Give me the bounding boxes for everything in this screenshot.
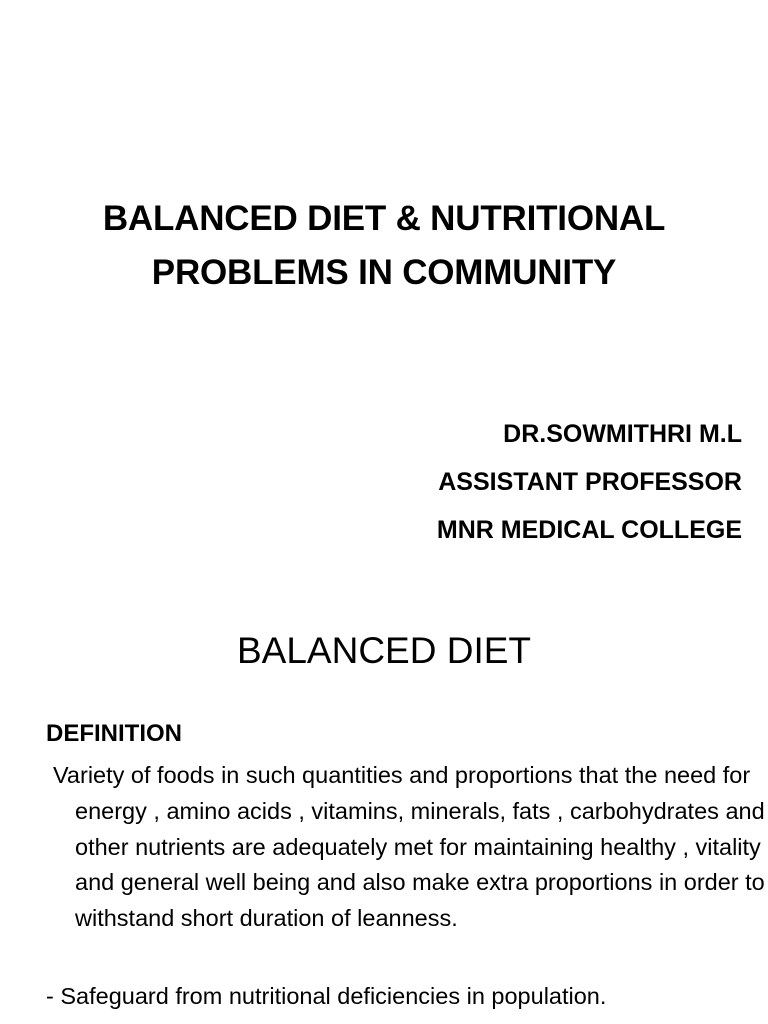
title-line-2: PROBLEMS IN COMMUNITY <box>151 253 617 292</box>
author-block <box>437 410 742 554</box>
presentation-title <box>20 192 748 300</box>
title-line-1: BALANCED DIET & NUTRITIONAL <box>102 199 666 238</box>
content-slide <box>0 576 768 1024</box>
author-role: ASSISTANT PROFESSOR <box>438 468 742 496</box>
definition-text: Variety of foods in such quantities and proportions that the need for energy , amino acids , vitamins, minerals, fats , carbohydrates and other nutrients are adequately met for maintaining healthy , vitality and general well being and also make extra proportions in order to withstand short duration of leanness. <box>53 762 765 932</box>
bullet-point: - Safeguard from nutritional deficiencies in population. <box>46 983 607 1009</box>
slide-title: BALANCED DIET <box>236 630 531 671</box>
author-name: DR.SOWMITHRI M.L <box>503 420 742 448</box>
author-institution: MNR MEDICAL COLLEGE <box>436 516 742 544</box>
definition-heading: DEFINITION <box>46 720 182 747</box>
